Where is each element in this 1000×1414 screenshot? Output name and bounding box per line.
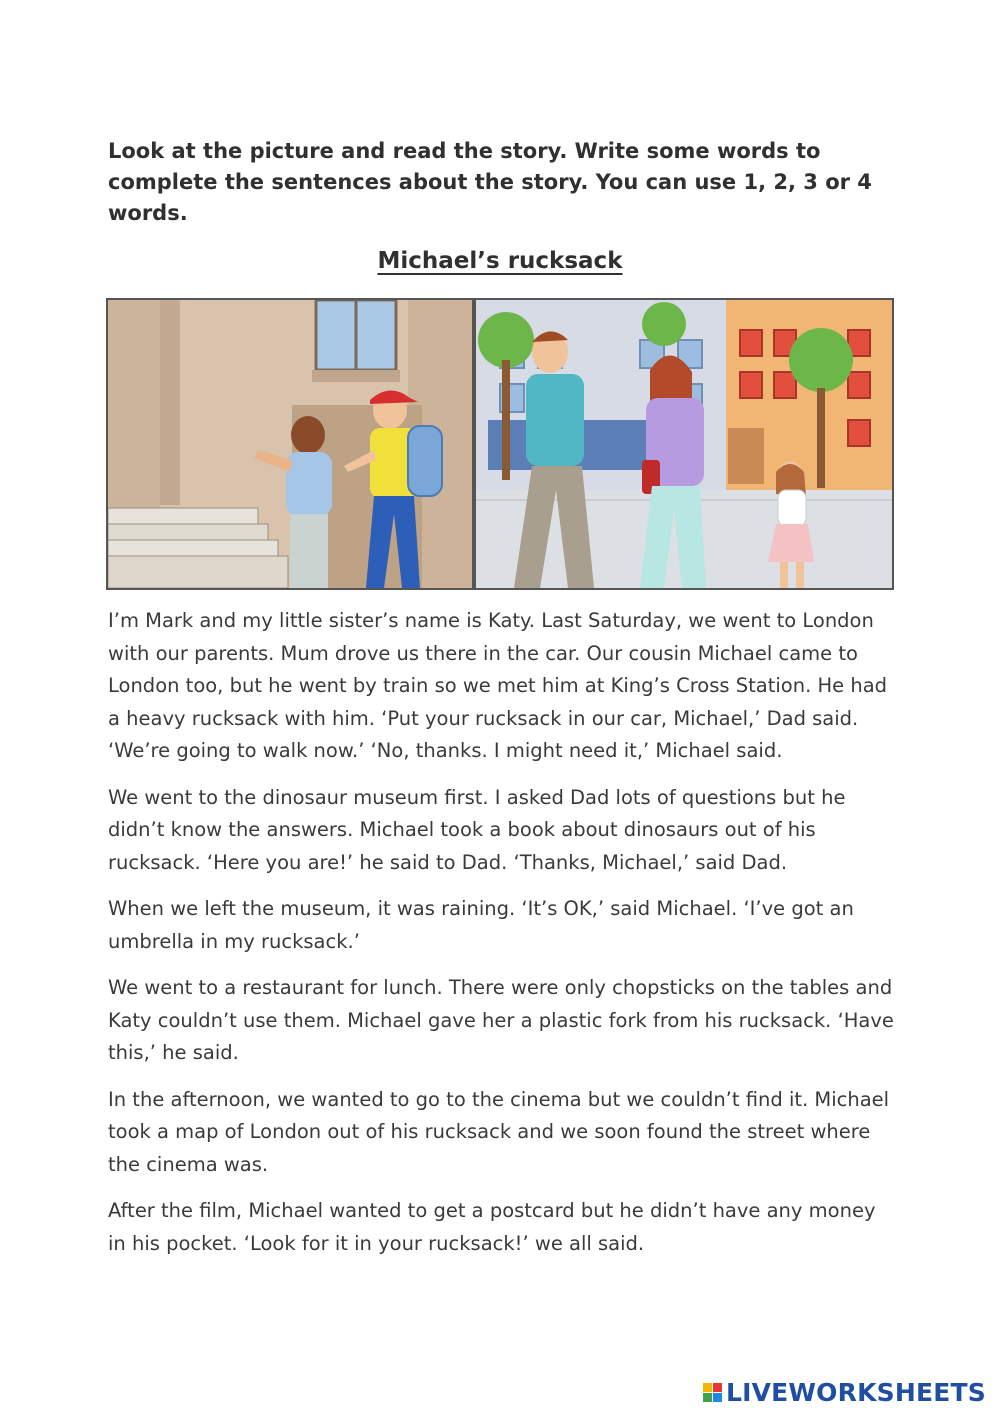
story-paragraph: We went to a restaurant for lunch. There were only chopsticks on the tables and Katy couldn’t use them. Michael gave her a plastic fork from his rucksack. ‘Have this,’ he said.: [108, 976, 894, 1064]
logo-square: [703, 1383, 712, 1392]
story-title: Michael’s rucksack: [377, 248, 623, 274]
logo-square: [713, 1383, 722, 1392]
instructions-text: Look at the picture and read the story. Write some words to complete the sentences about the story. You can use 1, 2, 3 or 4 words.: [108, 139, 872, 225]
logo-square: [703, 1393, 712, 1402]
station-entrance-scene: [108, 300, 472, 588]
story-text: [108, 605, 898, 1274]
logo-square: [713, 1393, 722, 1402]
liveworksheets-logo[interactable]: [703, 1378, 986, 1407]
street-scene: [476, 300, 892, 588]
story-paragraph: I’m Mark and my little sister’s name is Katy. Last Saturday, we went to London with our parents. Mum drove us there in the car. Our cousin Michael came to London too, but he went by train so we met him at King’s Cross Station. He had a heavy rucksack with him. ‘Put your rucksack in our car, Michael,’ Dad said. ‘We’re going to walk now.’ ‘No, thanks. I might need it,’ Michael said.: [108, 609, 888, 762]
story-paragraph: After the film, Michael wanted to get a postcard but he didn’t have any money in his pocket. ‘Look for it in your rucksack!’ we all said.: [108, 1199, 876, 1255]
story-paragraph: In the afternoon, we wanted to go to the cinema but we couldn’t find it. Michael took a map of London out of his rucksack and we soon found the street where the cinema was.: [108, 1087, 890, 1176]
story-paragraph: When we left the museum, it was raining. ‘It’s OK,’ said Michael. ‘I’ve got an umbrella in my rucksack.’: [108, 897, 854, 953]
logo-text: LIVEWORKSHEETS: [725, 1378, 986, 1407]
story-paragraph: We went to the dinosaur museum first. I asked Dad lots of questions but he didn’t know the answers. Michael took a book about dinosaurs out of his rucksack. ‘Here you are!’ he said to Dad. ‘Thanks, Michael,’ said Dad.: [108, 785, 846, 874]
story-illustration: [106, 298, 894, 590]
liveworksheets-logo-icon: [703, 1383, 722, 1402]
